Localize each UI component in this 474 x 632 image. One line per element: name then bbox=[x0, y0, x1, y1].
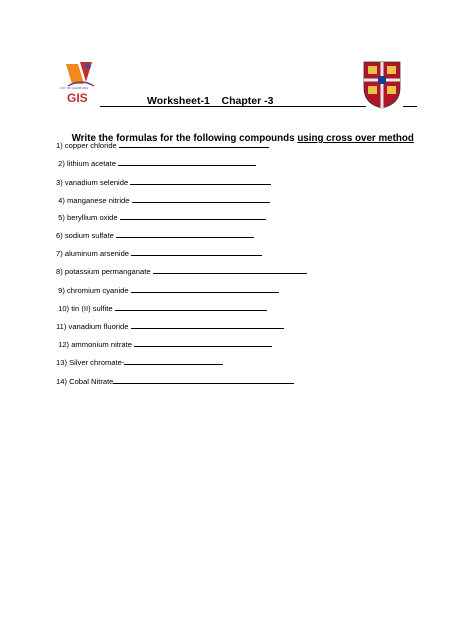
question-item bbox=[56, 376, 294, 386]
question-label: 10) tin (II) sulfite bbox=[56, 304, 115, 313]
question-item bbox=[56, 195, 270, 205]
question-label: 13) Silver chromate- bbox=[56, 358, 125, 367]
question-item bbox=[56, 303, 267, 313]
question-item bbox=[56, 285, 279, 295]
answer-blank[interactable] bbox=[132, 195, 270, 203]
answer-blank[interactable] bbox=[131, 285, 279, 293]
question-label: 11) vanadium fluoride bbox=[56, 322, 131, 331]
question-label: 2) lithium acetate bbox=[56, 159, 119, 168]
question-label: 4) manganese nitride bbox=[56, 196, 132, 205]
question-label: 1) copper chloride bbox=[56, 141, 119, 150]
question-label: 6) sodium sulfate bbox=[56, 231, 116, 240]
answer-blank[interactable] bbox=[120, 212, 266, 220]
question-label: 7) aluminum arsenide bbox=[56, 249, 132, 258]
answer-blank[interactable] bbox=[119, 140, 269, 148]
question-label: 12) ammonium nitrate bbox=[56, 340, 135, 349]
question-item bbox=[56, 248, 262, 258]
question-label: 3) vanadium selenide bbox=[56, 178, 131, 187]
question-item bbox=[56, 230, 254, 240]
question-item bbox=[56, 177, 271, 187]
answer-blank[interactable] bbox=[130, 177, 271, 185]
question-label: 9) chromium cyanide bbox=[56, 286, 131, 295]
answer-blank[interactable] bbox=[124, 357, 223, 365]
question-item bbox=[56, 266, 307, 276]
answer-blank[interactable] bbox=[118, 158, 256, 166]
question-label: 5) beryllium oxide bbox=[56, 213, 120, 222]
question-label: 14) Cobal Nitrate bbox=[56, 377, 114, 386]
question-item bbox=[56, 321, 284, 331]
question-item bbox=[56, 140, 269, 150]
question-item bbox=[56, 339, 272, 349]
logo-caption: JOY OF LEARNING bbox=[60, 86, 89, 90]
instruction-text bbox=[58, 122, 414, 155]
answer-blank[interactable] bbox=[116, 230, 254, 238]
question-item bbox=[56, 357, 223, 367]
answer-blank[interactable] bbox=[131, 321, 284, 329]
answer-blank[interactable] bbox=[153, 266, 307, 274]
instruction-part2: using cross over method bbox=[297, 133, 414, 144]
answer-blank[interactable] bbox=[113, 376, 294, 384]
question-label: 8) potassium permanganate bbox=[56, 267, 153, 276]
logo-text: GIS bbox=[67, 91, 88, 105]
answer-blank[interactable] bbox=[131, 248, 262, 256]
header-underline-short bbox=[403, 106, 417, 107]
question-item bbox=[56, 158, 256, 168]
question-item bbox=[56, 212, 266, 222]
worksheet-title: Worksheet-1 Chapter -3 bbox=[147, 95, 274, 107]
answer-blank[interactable] bbox=[115, 303, 267, 311]
instruction-part1: Write the formulas for the following compounds bbox=[68, 133, 298, 144]
university-crest-icon bbox=[362, 60, 402, 110]
answer-blank[interactable] bbox=[134, 339, 272, 347]
